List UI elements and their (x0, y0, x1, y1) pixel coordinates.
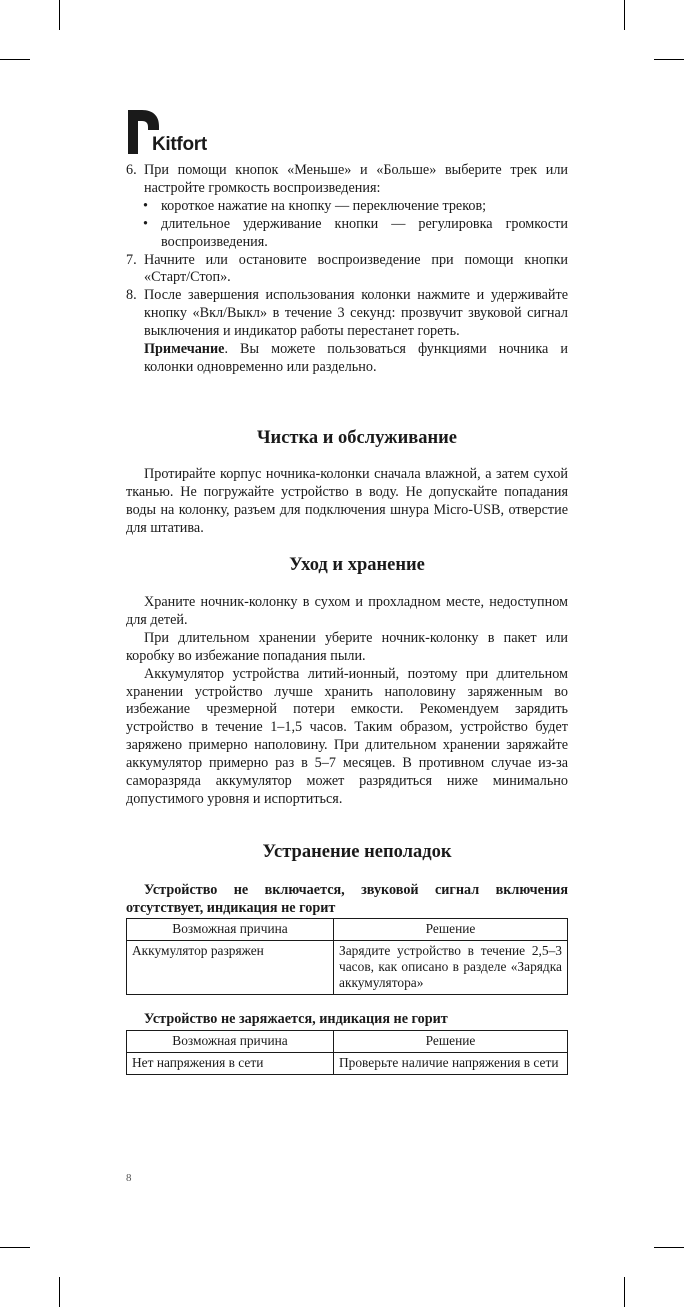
column-header-cause: Возможная причина (127, 1031, 334, 1053)
step-text: Начните или остановите воспроизведение при помощи кнопки «Старт/Стоп». (144, 251, 568, 286)
storage-paragraph: Аккумулятор устройства литий-ионный, поэтому при длительном хранении устройство лучше хранить наполовину заряженным во избежание чрезмерной потери емкости. Рекомендуем зарядить устройство в течение 1–1,5 часов. Таким образом, устройство будет заряжено примерно наполовину. При длительном хранении заряжайте аккумулятор примерно раз в 5–7 месяцев. В противном случае из-за саморазряда аккумулятор может разрядиться ниже минимально допустимого уровня и испортиться. (126, 665, 568, 807)
note (126, 341, 568, 377)
crop-mark (59, 1277, 60, 1307)
step-6 (126, 162, 568, 198)
crop-mark (59, 0, 60, 30)
table-row (127, 1053, 568, 1075)
crop-mark (0, 1247, 30, 1248)
column-header-cause: Возможная причина (127, 919, 334, 941)
bullet-icon: • (143, 197, 148, 214)
solution-cell: Проверьте наличие напряжения в сети (334, 1053, 568, 1075)
step-number: 6. (126, 162, 137, 178)
column-header-solution: Решение (334, 919, 568, 941)
bullet-text: длительное удерживание кнопки — регулировка громкости воспроизведения. (161, 215, 568, 250)
step-text: При помощи кнопок «Меньше» и «Больше» выберите трек или настройте громкость воспроизведения: (144, 162, 568, 196)
section-title-storage: Уход и хранение (289, 555, 425, 575)
crop-mark (624, 1277, 625, 1307)
note-text: . Вы можете пользоваться функциями ночника и колонки одновременно или раздельно. (144, 341, 568, 375)
cause-cell: Нет напряжения в сети (127, 1053, 334, 1075)
page-number: 8 (126, 1172, 132, 1184)
section-title-cleaning: Чистка и обслуживание (256, 428, 457, 448)
step-6-bullet (126, 198, 568, 216)
instruction-steps (126, 162, 568, 377)
cleaning-section (126, 466, 568, 538)
problem-heading: Устройство не включается, звуковой сигнал включения отсутствует, индикация не горит (126, 882, 568, 916)
brand-logo-text: Kitfort (152, 134, 207, 155)
bullet-text: короткое нажатие на кнопку — переключение треков; (161, 197, 487, 214)
problem-heading: Устройство не заряжается, индикация не горит (144, 1011, 448, 1027)
step-number: 7. (126, 251, 137, 268)
brand-logo (126, 108, 246, 156)
table-row (127, 941, 568, 995)
step-number: 8. (126, 287, 137, 304)
step-6-bullet (126, 216, 568, 252)
table-header-row (127, 1031, 568, 1053)
cleaning-text: Протирайте корпус ночника-колонки сначала влажной, а затем сухой тканью. Не погружайте устройство в воду. Не допускайте попадания воды на колонку, разъем для подключения шнура Micro-USB, отверстие для штатива. (126, 466, 568, 536)
troubleshooting-table (126, 1030, 568, 1075)
step-text: После завершения использования колонки нажмите и удерживайте кнопку «Вкл/Выкл» в течение 3 секунд: прозвучит звуковой сигнал выключения и индикатор работы перестанет гореть. (144, 287, 568, 340)
crop-mark (654, 1247, 684, 1248)
section-title-troubleshooting: Устранение неполадок (262, 842, 452, 862)
bullet-icon: • (143, 215, 148, 232)
storage-section (126, 594, 568, 809)
storage-paragraph: При длительном хранении уберите ночник-колонку в пакет или коробку во избежание попадания пыли. (126, 629, 568, 664)
table-header-row (127, 919, 568, 941)
solution-cell: Зарядите устройство в течение 2,5–3 часов, как описано в разделе «Зарядка аккумулятора» (334, 941, 568, 995)
note-label: Примечание (144, 341, 225, 358)
column-header-solution: Решение (334, 1031, 568, 1053)
crop-mark (624, 0, 625, 30)
cause-cell: Аккумулятор разряжен (127, 941, 334, 995)
crop-mark (654, 59, 684, 60)
step-8 (126, 287, 568, 341)
troubleshooting-table (126, 918, 568, 995)
crop-mark (0, 59, 30, 60)
step-7 (126, 252, 568, 288)
storage-paragraph: Храните ночник-колонку в сухом и прохладном месте, недоступном для детей. (126, 594, 568, 628)
